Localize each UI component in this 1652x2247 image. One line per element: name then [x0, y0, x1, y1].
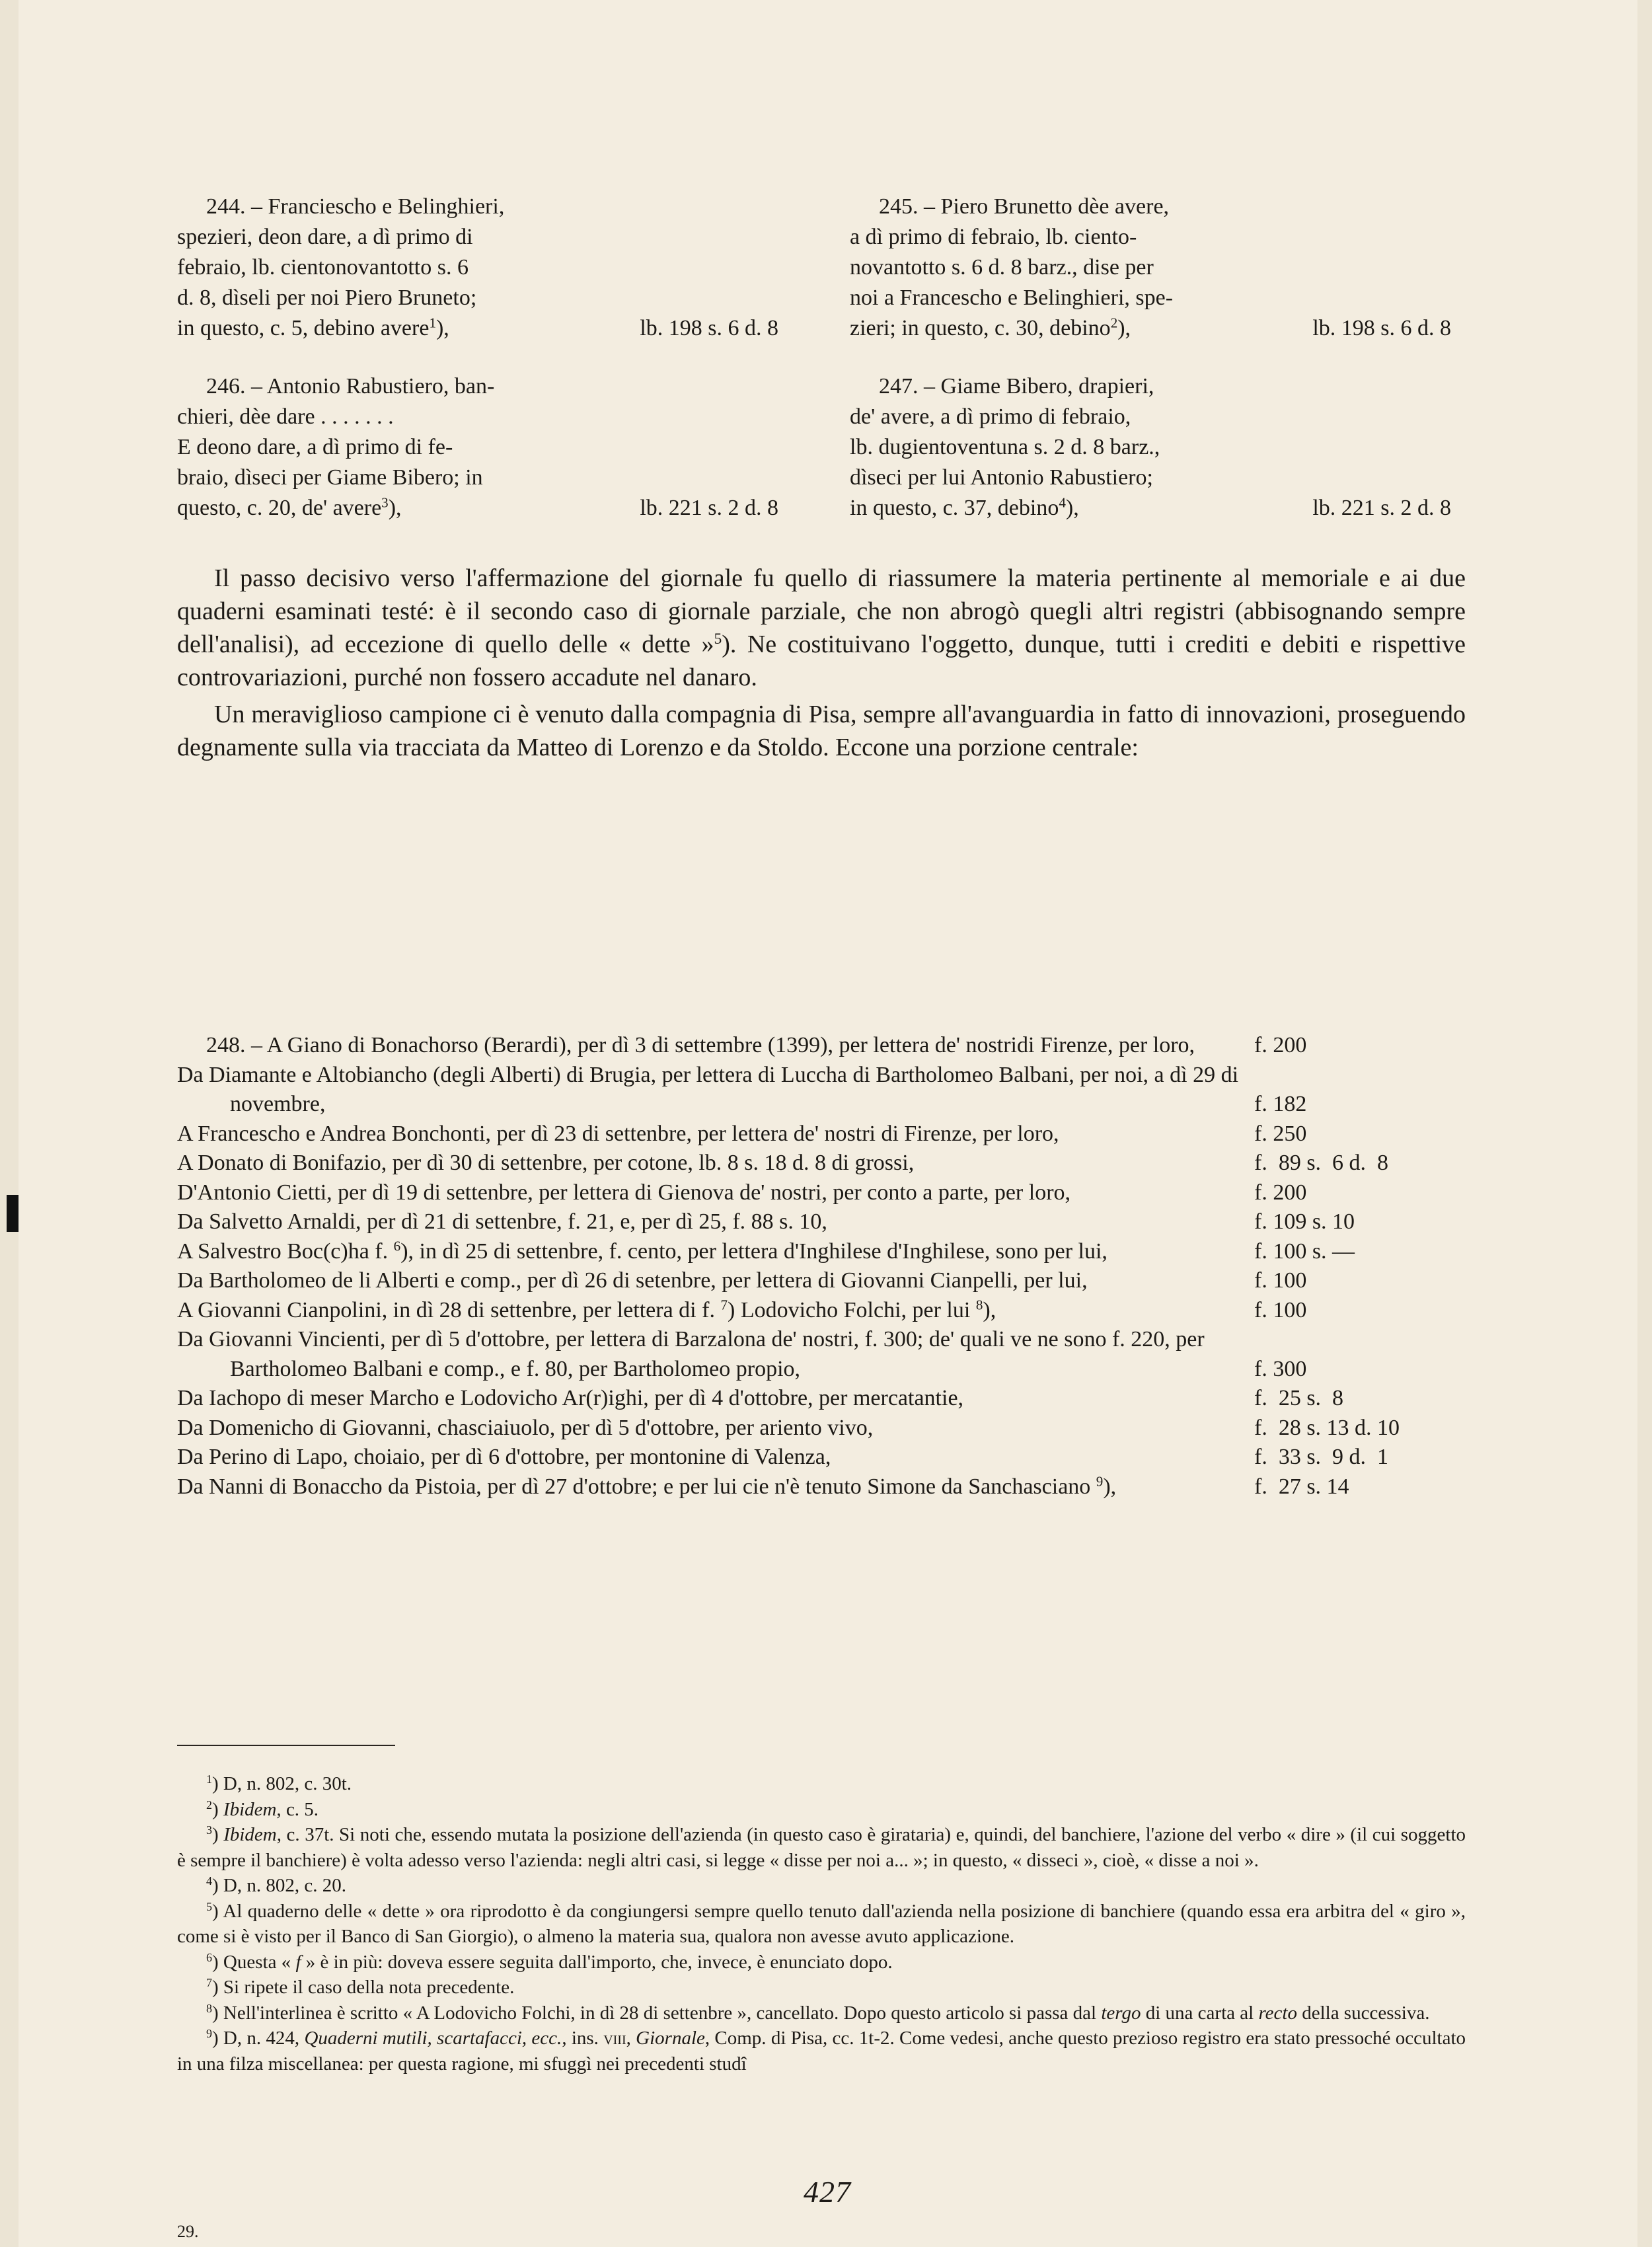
ledger-text: Da Salvetto Arnaldi, per dì 21 di settenbre, f. 21, e, per dì 25, f. 88 s. 10, — [177, 1209, 827, 1234]
ledger-text: Da Domenicho di Giovanni, chasciaiuolo, per dì 5 d'ottobre, per ariento vivo, — [177, 1415, 874, 1440]
ledger-amount: f. 200 — [1254, 1033, 1307, 1057]
ledger-amount: f. 28 s. 13 d. 10 — [1254, 1415, 1400, 1440]
ledger-amount: f. 300 — [1254, 1356, 1307, 1381]
ledger-row — [177, 1296, 1466, 1326]
ledger-text: Da Diamante e Altobiancho (degli Alberti) di Brugia, per lettera di Luccha di Bartholomeo Balbani, per noi, a dì 29 di novembre, — [177, 1062, 1239, 1116]
ledger-amount: f. 33 s. 9 d. 1 — [1254, 1445, 1389, 1469]
footnote-ref: 7 — [720, 1296, 728, 1313]
ledger-row — [177, 1120, 1466, 1149]
ledger-amount: f. 109 s. 10 — [1254, 1209, 1355, 1234]
page-number: 427 — [804, 2175, 851, 2209]
ledger-text: Da Giovanni Vincienti, per dì 5 d'ottobre, per lettera di Barzalona de' nostri, f. 300; de' quali ve ne sono f. 220, per Bartholomeo Balbani e comp., e f. 80, per Bartholomeo propio, — [177, 1327, 1205, 1381]
ledger-row — [177, 1149, 1466, 1178]
footnote-ref: 1 — [429, 315, 436, 331]
footnote-2: $^2$) Ibidem, c. 5. — [206, 1798, 319, 1820]
footnote-4: $^4$) D, n. 802, c. 20. — [206, 1874, 346, 1896]
entry-line: chieri, dèe dare . . . . . . . — [177, 404, 394, 429]
entry-line: 246. – Antonio Rabustiero, ban- — [206, 374, 495, 399]
ledger-text-part: ), — [1103, 1474, 1117, 1499]
ledger-amount: f. 89 s. 6 d. 8 — [1254, 1151, 1389, 1175]
entry-last-close: ), — [1117, 316, 1131, 340]
ledger-amount: f. 182 — [1254, 1092, 1307, 1116]
entry-last-text — [177, 493, 402, 523]
entry-last-text — [177, 313, 449, 344]
entry-line: dìseci per lui Antonio Rabustiero; — [850, 465, 1153, 490]
entry-last-close: ), — [1065, 496, 1079, 520]
entry-last-words: in questo, c. 5, debino avere — [177, 316, 430, 340]
footnote-ref: 2 — [1110, 315, 1118, 331]
entry-line: febraio, lb. cientonovantotto s. 6 — [177, 255, 469, 280]
footnote-ref: 8 — [975, 1296, 983, 1313]
entry-total-line — [850, 493, 1451, 523]
entry-last-text — [850, 313, 1131, 344]
entry-line: noi a Francescho e Belinghieri, spe- — [850, 286, 1174, 310]
entry-line: de' avere, a dì primo di febraio, — [850, 404, 1131, 429]
entry-last-close: ), — [435, 316, 449, 340]
footnote-7: $^7$) Si ripete il caso della nota precedente. — [206, 1976, 515, 1998]
entry-total-line — [177, 313, 778, 344]
ledger-text-part: Da Nanni di Bonaccho da Pistoia, per dì 27 d'ottobre; e per lui cie n'è tenuto Simone da Sanchasciano — [177, 1474, 1096, 1499]
ledger-text: Da Perino di Lapo, choiaio, per dì 6 d'ottobre, per montonine di Valenza, — [177, 1445, 831, 1469]
entry-last-words: in questo, c. 37, debino — [850, 496, 1059, 520]
entry-line: spezieri, deon dare, a dì primo di — [177, 225, 473, 249]
ledger-row — [177, 1207, 1466, 1237]
entry-amount: lb. 198 s. 6 d. 8 — [640, 316, 778, 340]
entry-line: 245. – Piero Brunetto dèe avere, — [879, 194, 1170, 219]
entry-line: braio, dìseci per Giame Bibero; in — [177, 465, 483, 490]
ledger-amount: f. 100 — [1254, 1268, 1307, 1293]
paragraph-1: Il passo decisivo verso l'affermazione del giornale fu quello di riassumere la materia pertinente al memoriale e ai due quaderni esaminati testé: è il secondo caso di giornale parziale, che non abrogò quegli altri registri (abbisognando sempre dell'analisi), ad eccezione di quello delle « dette »$^5$). Ne costituivano l'oggetto, dunque, tutti i crediti e debiti e rispettive controvariazioni, purché non fossero accadute nel danaro. — [177, 564, 1466, 691]
ledger-text-part: ), — [983, 1297, 996, 1322]
ledger-text: Da Iachopo di meser Marcho e Lodovicho Ar(r)ighi, per dì 4 d'ottobre, per mercatantie, — [177, 1386, 964, 1410]
ledger-text: Da Bartholomeo de li Alberti e comp., per dì 26 di setenbre, per lettera di Giovanni Cianpelli, per lui, — [177, 1268, 1088, 1293]
ledger-amount: f. 200 — [1254, 1180, 1307, 1205]
entry-total-line — [177, 493, 778, 523]
page-edge-left — [0, 0, 19, 2247]
footnote-5: $^5$) Al quaderno delle « dette » ora riprodotto è da congiungersi sempre quello tenuto dall'azienda nella posizione di banchiere (quando essa era arbitra del « giro », come si è visto per il Banco di San Giorgio), o almeno la materia sua, qualora non avesse avuto applicazione. — [177, 1899, 1466, 1947]
entry-245 — [850, 192, 1451, 344]
entry-line: E deono dare, a dì primo di fe- — [177, 435, 453, 459]
footnote-8: $^8$) Nell'interlinea è scritto « A Lodovicho Folchi, in dì 28 di settenbre », cancellato. Dopo questo articolo si passa dal tergo di una carta al recto della successiva. — [206, 2001, 1430, 2024]
ledger-text-part: A Salvestro Boc(c)ha f. — [177, 1238, 394, 1264]
ledger-text-part: A Giovanni Cianpolini, in dì 28 di settenbre, per lettera di f. — [177, 1297, 721, 1322]
entry-line: d. 8, dìseli per noi Piero Bruneto; — [177, 286, 477, 310]
ledger-amount: f. 100 s. — — [1254, 1238, 1355, 1264]
entry-line: a dì primo di febraio, lb. ciento- — [850, 225, 1137, 249]
ledger-text: A Donato di Bonifazio, per dì 30 di settenbre, per cotone, lb. 8 s. 18 d. 8 di grossi, — [177, 1151, 915, 1175]
footnote-9: $^9$) D, n. 424, Quaderni mutili, scartafacci, ecc., ins. viii, Giornale, Comp. di Pisa, cc. 1t-2. Come vedesi, anche questo prezioso registro era stato pressoché occultato in una filza miscellanea: per questa ragione, mi sfuggì nei precedenti studî — [177, 2027, 1466, 2075]
ledger-row — [177, 1472, 1466, 1502]
footnote-6: $^6$) Questa « f » è in più: doveva essere seguita dall'importo, che, invece, è enunciato dopo. — [206, 1950, 893, 1973]
ledger-text: D'Antonio Cietti, per dì 19 di settenbre, per lettera di Gienova de' nostri, per conto a parte, per loro, — [177, 1180, 1071, 1205]
ledger-row — [177, 1443, 1466, 1472]
page-edge-right — [1637, 0, 1652, 2247]
entry-line: 247. – Giame Bibero, drapieri, — [879, 374, 1154, 399]
entry-244 — [177, 192, 778, 344]
footnote-3: $^3$) Ibidem, c. 37t. Si noti che, essendo mutata la posizione dell'azienda (in questo caso è girataria) e, quindi, del banchiere, l'azione del verbo « dire » (il cui soggetto è sempre il banchiere) è volta adesso verso l'azienda: negli altri casi, si legge « disse per noi a... »; in questo, « disseci », cioè, « disse a noi ». — [177, 1823, 1466, 1871]
body-prose — [177, 562, 1466, 768]
ledger-text-part: ), in dì 25 di settenbre, f. cento, per lettera d'Inghilese d'Inghilese, sono per lui, — [400, 1238, 1108, 1264]
entry-line: novantotto s. 6 d. 8 barz., dise per — [850, 255, 1154, 280]
ledger-row — [177, 1061, 1466, 1120]
ledger-text — [177, 1239, 1108, 1264]
entry-line: 244. – Franciescho e Belinghieri, — [206, 194, 505, 219]
entry-amount: lb. 198 s. 6 d. 8 — [1312, 316, 1451, 340]
footnote-ref: 9 — [1096, 1472, 1104, 1489]
paragraph-2: Un meraviglioso campione ci è venuto dalla compagnia di Pisa, sempre all'avanguardia in fatto di innovazioni, proseguendo degnamente sulla via tracciata da Matteo di Lorenzo e da Stoldo. Eccone una porzione centrale: — [177, 701, 1466, 761]
footnote-ref: 3 — [381, 494, 389, 511]
scan-mark — [7, 1195, 19, 1232]
footnote-1: $^1$) D, n. 802, c. 30t. — [206, 1772, 352, 1794]
ledger-amount: f. 27 s. 14 — [1254, 1474, 1349, 1499]
footnotes — [177, 1771, 1466, 2076]
entry-last-close: ), — [388, 496, 402, 520]
ledger-row — [177, 1414, 1466, 1443]
ledger-row — [177, 1266, 1466, 1296]
entry-246 — [177, 371, 778, 523]
ledger-amount: f. 250 — [1254, 1121, 1307, 1146]
ledger-text: A Franceschо e Andrea Bonchonti, per dì 23 di settenbre, per lettera de' nostri di Firenze, per loro, — [177, 1121, 1059, 1146]
footnote-rule — [177, 1745, 395, 1746]
entry-amount: lb. 221 s. 2 d. 8 — [640, 496, 778, 520]
ledger-amount: f. 100 — [1254, 1297, 1307, 1322]
signature-mark: 29. — [177, 2222, 199, 2241]
ledger-row — [177, 1178, 1466, 1208]
entry-last-words: zieri; in questo, c. 30, debino — [850, 316, 1111, 340]
entry-amount: lb. 221 s. 2 d. 8 — [1312, 496, 1451, 520]
ledger-text — [177, 1474, 1116, 1499]
ledger-row — [177, 1237, 1466, 1267]
ledger-row — [177, 1325, 1466, 1384]
entry-line: lb. dugientoventuna s. 2 d. 8 barz., — [850, 435, 1160, 459]
ledger-amount: f. 25 s. 8 — [1254, 1386, 1344, 1410]
ledger-text: 248. – A Giano di Bonachorso (Berardi), per dì 3 di settembre (1399), per lettera de' nostridi Firenze, per loro, — [206, 1033, 1195, 1057]
ledger-text — [177, 1298, 996, 1322]
entry-last-text — [850, 493, 1079, 523]
entry-247 — [850, 371, 1451, 523]
ledger-row — [177, 1031, 1466, 1061]
footnote-ref: 4 — [1059, 494, 1066, 511]
footnote-ref: 6 — [393, 1237, 401, 1254]
entry-last-words: questo, c. 20, de' avere — [177, 496, 382, 520]
ledger-text-part: ) Lodovicho Folchi, per lui — [728, 1297, 976, 1322]
entry-total-line — [850, 313, 1451, 344]
ledger-248 — [177, 1031, 1466, 1502]
ledger-row — [177, 1384, 1466, 1414]
